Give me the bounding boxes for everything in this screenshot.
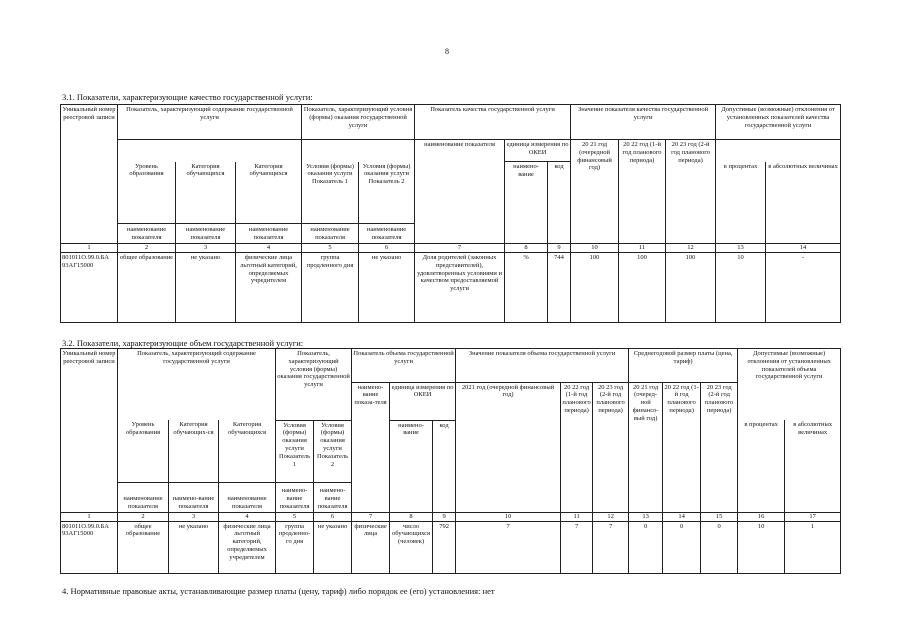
h-students: Категория обучающихся — [236, 162, 302, 224]
cell-p2: 0 — [663, 521, 701, 573]
col-num: 6 — [359, 244, 415, 253]
col-num: 7 — [415, 244, 505, 253]
h-year-3: 20 23 год (2-й год планового периода) — [666, 140, 716, 244]
h-values: Значение показателя объема государственной услуги — [456, 349, 629, 383]
col-num: 11 — [561, 512, 593, 521]
col-num: 3 — [169, 512, 219, 521]
section-4-text: 4. Нормативные правовые акты, устанавливающие размер платы (цену, тариф) либо порядок ее (его) установления: нет — [62, 586, 495, 596]
column-numbers-row — [61, 244, 841, 253]
col-num: 13 — [629, 512, 663, 521]
h-nm-1: наименование показателя — [118, 224, 176, 244]
h-percent: в процентах — [716, 162, 766, 244]
cell-students: физические лица льготный категорий, определяемых учредителем — [219, 521, 276, 573]
h-nm-4: наимено-вание показателя — [276, 482, 314, 512]
h-absolute: в абсолютных величинах — [785, 420, 841, 512]
cell-cond1: группа продленного дня — [302, 253, 359, 323]
h-nm-5: наименование показателя — [359, 224, 415, 244]
h-nm-5: наимено-вание показателя — [314, 482, 352, 512]
table-row — [61, 253, 841, 323]
cell-category: не указано — [176, 253, 236, 323]
col-num: 12 — [593, 512, 629, 521]
cell-registry: 801011О.99.0.БА 93АГ15000 — [61, 521, 118, 573]
h-content: Показатель, характеризующий содержание государственной услуги — [118, 105, 302, 140]
cell-y2: 100 — [619, 253, 666, 323]
h-conditions: Показатель, характеризующий условия (формы) оказания государственной услуги — [276, 349, 352, 421]
h-nm-4: наименование показателя — [302, 224, 359, 244]
col-num: 10 — [456, 512, 561, 521]
h-price: Среднегодовой размер платы (цена, тариф) — [629, 349, 738, 383]
h-deviation: Допустимые (возможные) отклонения от установленных показателей объема государственной услуги — [738, 349, 841, 383]
cell-v2: 7 — [561, 521, 593, 573]
section-3-1-title: 3.1. Показатели, характеризующие качество государственной услуги: — [62, 92, 313, 102]
cell-unit: % — [505, 253, 548, 323]
h-v2: 20 22 год (1-й год планового периода) — [561, 382, 593, 512]
cell-v3: 7 — [593, 521, 629, 573]
cell-level: общее образование — [118, 521, 169, 573]
h-conditions-sub — [302, 140, 415, 162]
col-num: 6 — [314, 512, 352, 521]
h-category: Категория обучающих-ся — [169, 420, 219, 482]
cell-p1: 0 — [629, 521, 663, 573]
h-deviation-sub — [716, 140, 841, 162]
h-nm-3: наименование показателя — [236, 224, 302, 244]
col-num: 8 — [505, 244, 548, 253]
page-number: 8 — [445, 47, 449, 56]
h-year-2: 20 22 год (1-й год планового периода) — [619, 140, 666, 244]
cell-indicator: Доля родителей (законных представителей), удовлетворенных условиями и качеством предоставляемой услуги — [415, 253, 505, 323]
col-num: 4 — [236, 244, 302, 253]
table-row — [61, 521, 841, 573]
col-num: 15 — [701, 512, 738, 521]
h-nm-3: наименование показателя — [219, 482, 276, 512]
cell-abs: 1 — [785, 521, 841, 573]
h-registry: Уникальный номер реестровой записи — [61, 105, 118, 244]
h-absolute: в абсолютных величинах — [766, 162, 841, 244]
h-nm-2: наименование показателя — [176, 224, 236, 244]
h-values: Значение показателя качества государственной услуги — [571, 105, 716, 140]
h-code: код — [433, 420, 456, 512]
h-deviation-sub — [738, 382, 841, 420]
col-num: 2 — [118, 512, 169, 521]
cell-students: физические лица льготный категорий, определяемых учредителем — [236, 253, 302, 323]
col-num: 2 — [118, 244, 176, 253]
h-ind-name: наимено-вание показа-теля — [352, 382, 390, 512]
h-cond1: Условия (формы) оказания услуги Показатель 1 — [276, 420, 314, 482]
cell-level: общее образование — [118, 253, 176, 323]
col-num: 16 — [738, 512, 785, 521]
h-quality: Показатель качества государственной услуги — [415, 105, 571, 140]
col-num: 4 — [219, 512, 276, 521]
cell-pct: 10 — [716, 253, 766, 323]
cell-cond2: не указано — [314, 521, 352, 573]
h-content: Показатель, характеризующий содержание государственной услуги — [118, 349, 276, 383]
cell-cond1: группа продленно-го дня — [276, 521, 314, 573]
col-num: 7 — [352, 512, 390, 521]
h-conditions: Показатель, характеризующий условия (формы) оказания государственной услуги — [302, 105, 415, 140]
col-num: 14 — [766, 244, 841, 253]
h-content-sub — [118, 382, 276, 420]
col-num: 1 — [61, 244, 118, 253]
h-unit-name: наимено-вание — [390, 420, 433, 512]
h-percent: в процентах — [738, 420, 785, 512]
h-nm-1: наименование показателя — [118, 482, 169, 512]
cell-pct: 10 — [738, 521, 785, 573]
cell-category: не указано — [169, 521, 219, 573]
cell-y1: 100 — [571, 253, 619, 323]
cell-indicator: физические лица — [352, 521, 390, 573]
h-level: Уровень образования — [118, 162, 176, 224]
cell-unit: число обучающихся (человек) — [390, 521, 433, 573]
col-num: 9 — [433, 512, 456, 521]
h-category: Категория обучающихся — [176, 162, 236, 224]
h-content-sub — [118, 140, 302, 162]
h-nm-2: наимено-вание показателя — [169, 482, 219, 512]
column-numbers-row — [61, 512, 841, 521]
col-num: 8 — [390, 512, 433, 521]
h-code: код — [548, 162, 571, 244]
h-students: Категория обучающихся — [219, 420, 276, 482]
volume-table — [60, 348, 841, 574]
col-num: 13 — [716, 244, 766, 253]
h-p3: 20 23 год (2-й год планового периода) — [701, 382, 738, 512]
h-ind-name: наименование показателя — [415, 140, 505, 244]
h-registry: Уникальный номер реестровой записи — [61, 349, 118, 513]
h-volume: Показатель объема государственной услуги — [352, 349, 456, 383]
col-num: 10 — [571, 244, 619, 253]
h-p2: 20 22 год (1-й год планового периода) — [663, 382, 701, 512]
col-num: 5 — [276, 512, 314, 521]
col-num: 3 — [176, 244, 236, 253]
cell-code: 744 — [548, 253, 571, 323]
cell-cond2: не указано — [359, 253, 415, 323]
cell-y3: 100 — [666, 253, 716, 323]
section-3-2-title: 3.2. Показатели, характеризующие объем государственной услуги: — [62, 338, 304, 348]
cell-p3: 0 — [701, 521, 738, 573]
cell-v1: 7 — [456, 521, 561, 573]
col-num: 1 — [61, 512, 118, 521]
h-p1: 20 21 год (очеред-ной финансо-вый год) — [629, 382, 663, 512]
h-v1: 2021 год (очередной финансовый год) — [456, 382, 561, 512]
col-num: 11 — [619, 244, 666, 253]
col-num: 17 — [785, 512, 841, 521]
h-unit-name: наимено-вание — [505, 162, 548, 244]
h-cond2: Условия (формы) оказания услуги Показатель 2 — [314, 420, 352, 482]
h-cond2: Условия (формы) оказания услуги Показатель 2 — [359, 162, 415, 224]
h-deviation: Допустимые (возможные) отклонения от установленных показателей качества государственной услуги — [716, 105, 841, 140]
cell-abs: - — [766, 253, 841, 323]
h-unit: единица измерения по ОКЕИ — [505, 140, 571, 162]
col-num: 12 — [666, 244, 716, 253]
quality-table — [60, 104, 841, 323]
h-year-1: 20 21 год (очередной финансовый год) — [571, 140, 619, 244]
col-num: 14 — [663, 512, 701, 521]
h-v3: 20 23 год (2-й год планового периода) — [593, 382, 629, 512]
col-num: 5 — [302, 244, 359, 253]
h-cond1: Условия (формы) оказания услуги Показатель 1 — [302, 162, 359, 224]
h-level: Уровень образования — [118, 420, 169, 482]
h-unit: единица измерения по ОКЕИ — [390, 382, 456, 420]
col-num: 9 — [548, 244, 571, 253]
cell-registry: 801011О.99.0.БА 93АГ15000 — [61, 253, 118, 323]
cell-code: 792 — [433, 521, 456, 573]
